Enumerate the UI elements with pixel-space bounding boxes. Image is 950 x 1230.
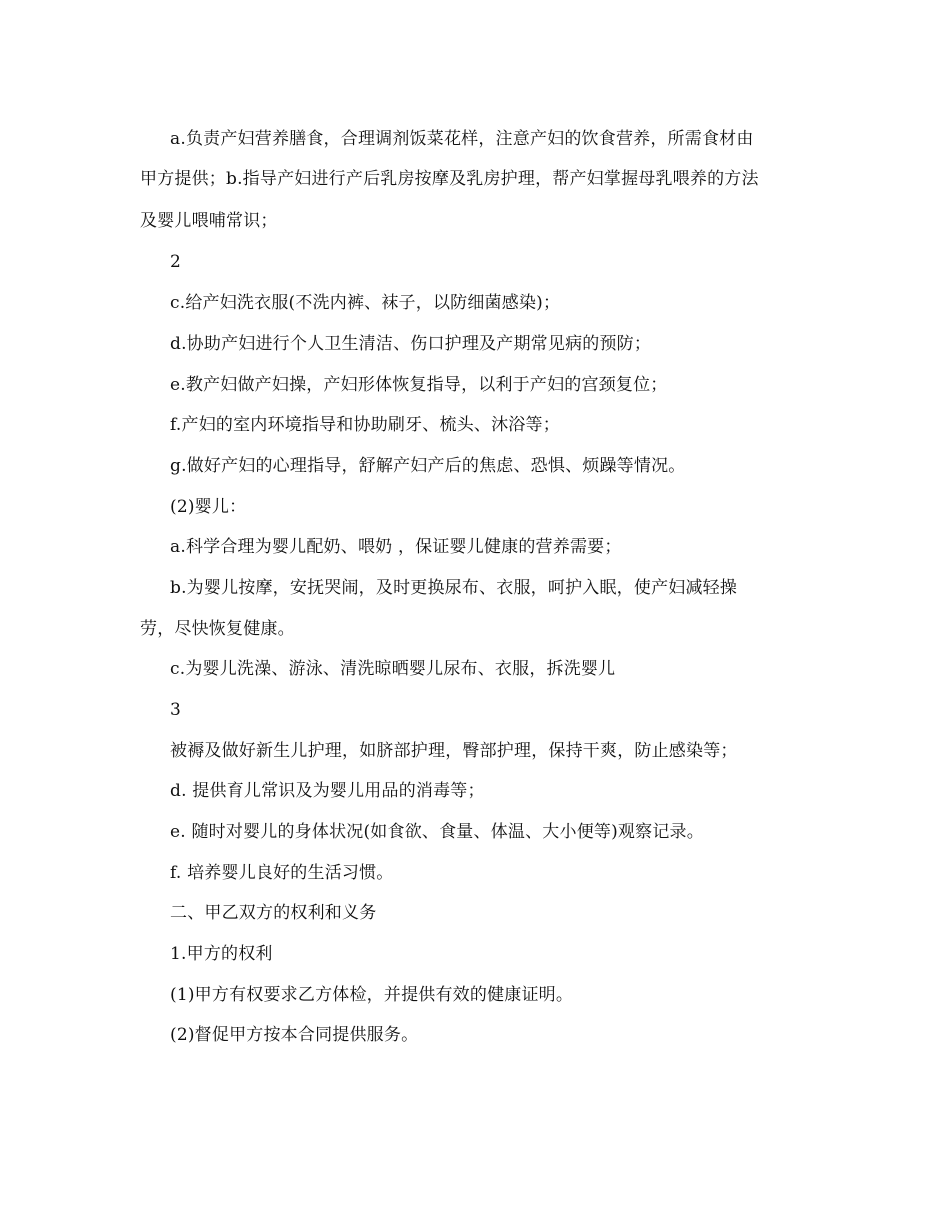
paragraph-line-infant-b-continued: 劳，尽快恢复健康。 — [140, 619, 295, 639]
paragraph-line-f-environment: f.产妇的室内环境指导和协助刷牙、梳头、沐浴等； — [170, 415, 560, 435]
paragraph-line-d-hygiene: d.协助产妇进行个人卫生清洁、伤口护理及产期常见病的预防； — [170, 334, 652, 354]
paragraph-line-e-exercise: e.教产妇做产妇操，产妇形体恢复指导，以利于产妇的宫颈复位； — [170, 375, 668, 395]
section-heading-rights-obligations: 二、甲乙双方的权利和义务 — [170, 903, 377, 923]
page-number-2: 2 — [170, 252, 182, 272]
page-number-3: 3 — [170, 700, 182, 720]
paragraph-line-right-1: (1)甲方有权要求乙方体检，并提供有效的健康证明。 — [170, 985, 574, 1005]
paragraph-line-infant-d-knowledge: d. 提供育儿常识及为婴儿用品的消毒等； — [170, 781, 485, 801]
paragraph-line-right-2: (2)督促甲方按本合同提供服务。 — [170, 1025, 419, 1045]
paragraph-line-infant-c-bathing: c.为婴儿洗澡、游泳、清洗晾晒婴儿尿布、衣服，拆洗婴儿 — [170, 659, 616, 679]
paragraph-line-infant-e-records: e. 随时对婴儿的身体状况(如食欲、食量、体温、大小便等)观察记录。 — [170, 822, 704, 842]
section-heading-infant: (2)婴儿： — [170, 497, 247, 517]
paragraph-line-infant-b-massage: b.为婴儿按摩，安抚哭闹，及时更换尿布、衣服，呵护入眠，使产妇减轻操 — [170, 578, 738, 598]
paragraph-line-b-continued: 及婴儿喂哺常识； — [140, 211, 278, 231]
paragraph-line-infant-a-feeding: a.科学合理为婴儿配奶、喂奶 ，保证婴儿健康的营养需要； — [170, 537, 622, 557]
paragraph-line-g-psychology: g.做好产妇的心理指导，舒解产妇产后的焦虑、恐惧、烦躁等情况。 — [170, 456, 686, 476]
subheading-party-a-rights: 1.甲方的权利 — [170, 944, 273, 964]
paragraph-line-infant-f-habits: f. 培养婴儿良好的生活习惯。 — [170, 863, 394, 883]
paragraph-line-b-massage: 甲方提供；b.指导产妇进行产后乳房按摩及乳房护理，帮产妇掌握母乳喂养的方法 — [140, 169, 759, 189]
paragraph-line-a-nutrition: a.负责产妇营养膳食，合理调剂饭菜花样，注意产妇的饮食营养，所需食材由 — [170, 129, 754, 149]
paragraph-line-c-laundry: c.给产妇洗衣服(不洗内裤、袜子，以防细菌感染)； — [170, 293, 561, 313]
paragraph-line-infant-c-continued: 被褥及做好新生儿护理，如脐部护理，臀部护理，保持干爽，防止感染等； — [170, 741, 738, 761]
